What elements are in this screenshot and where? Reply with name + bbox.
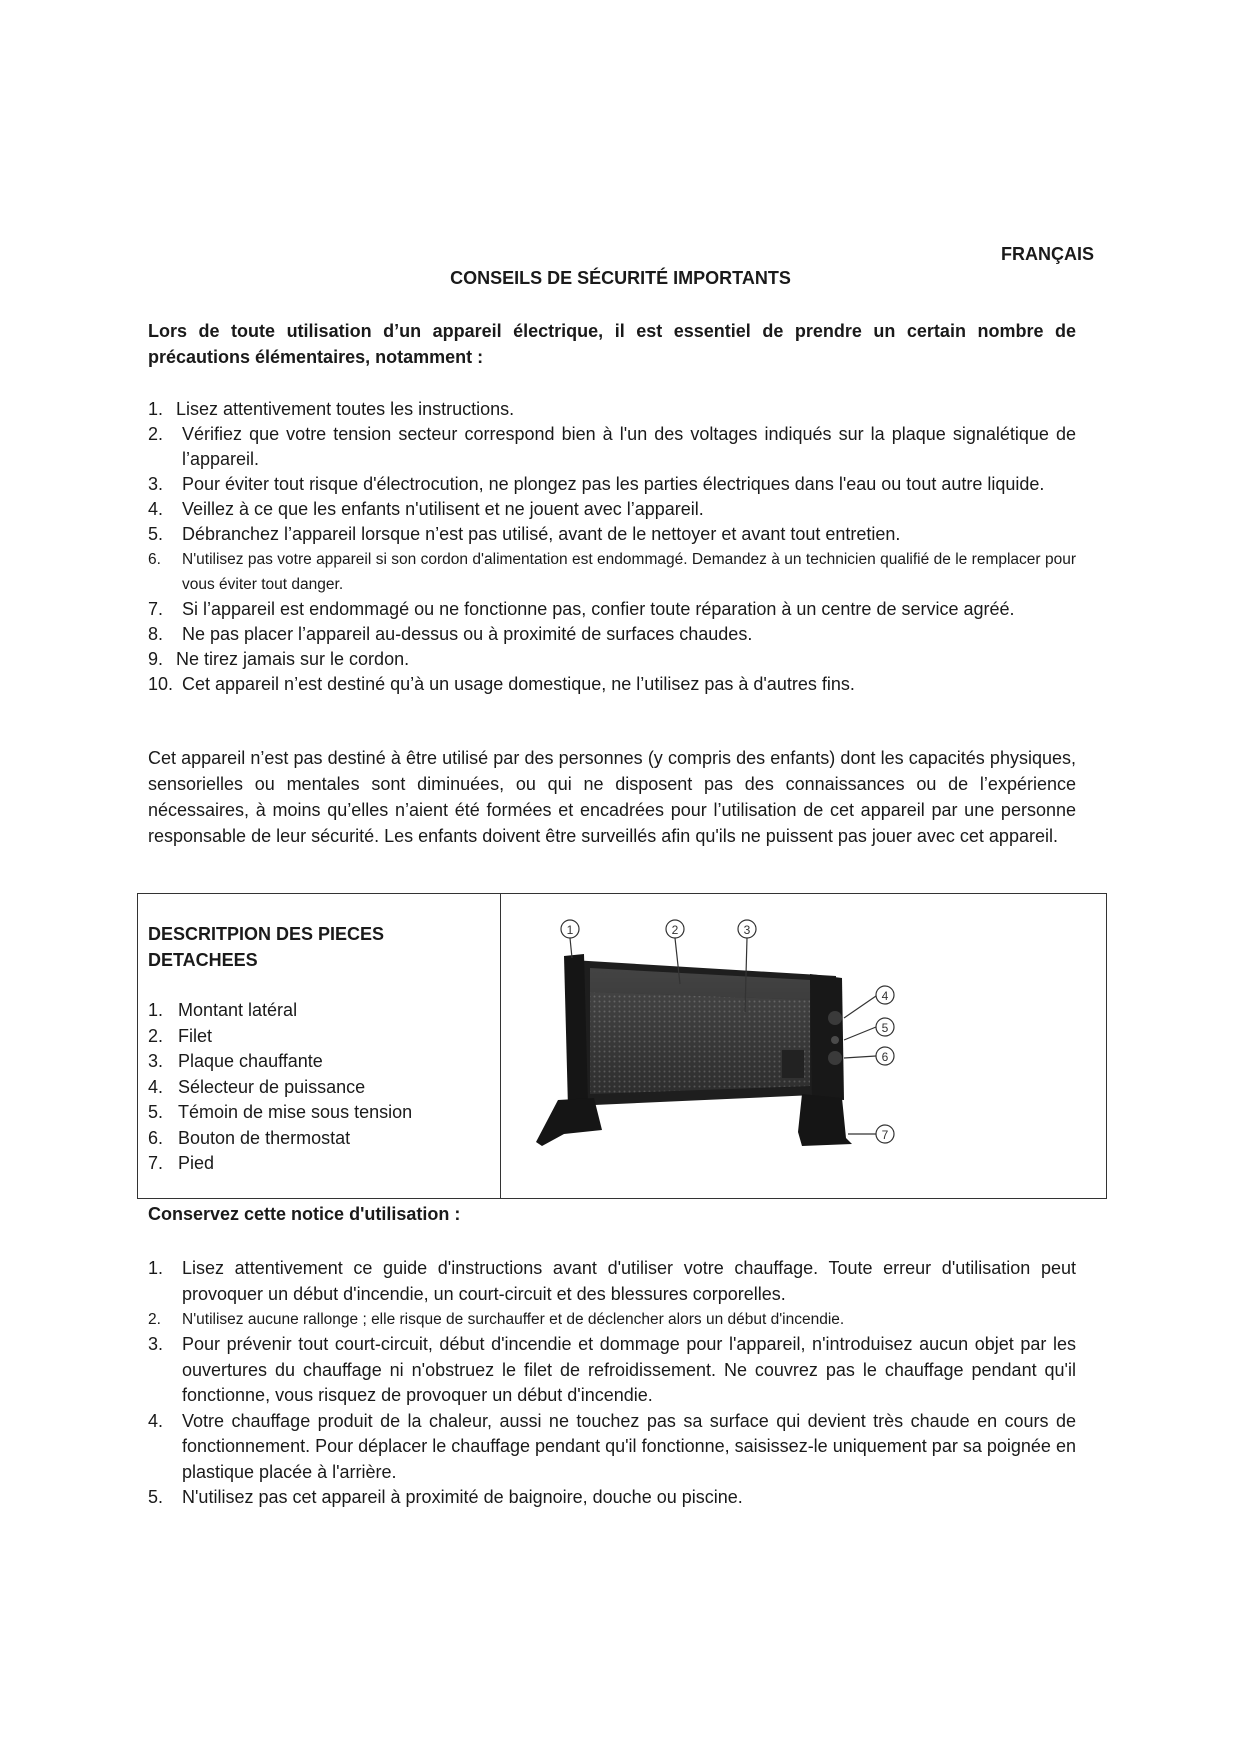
parts-heading — [148, 921, 488, 973]
item-text: Pour prévenir tout court-circuit, début d'incendie et dommage pour l'appareil, n'introduisez aucun objet par les ouvertures du chauffage ni n'obstruez le filet de refroidissement. Ne couvrez pas le chauffage pendant qu'il fonctionne, vous risquez de provoquer un début d'incendie. — [182, 1334, 1076, 1405]
item-text: Pour éviter tout risque d'électrocution, ne plongez pas les parties électriques dans l'eau ou tout autre liquide. — [182, 474, 1045, 494]
parts-heading-line2: DETACHEES — [148, 950, 258, 970]
usage-list — [148, 1256, 1076, 1511]
item-number: 5. — [148, 524, 164, 544]
item-text: Pied — [178, 1153, 215, 1173]
list-item — [148, 1256, 1076, 1307]
item-number: 2. — [148, 1311, 161, 1328]
list-item — [148, 547, 1076, 597]
callout-label: 3 — [743, 923, 751, 937]
item-text: Ne tirez jamais sur le cordon. — [176, 649, 410, 669]
item-number: 6. — [148, 551, 161, 568]
callout-4 — [876, 986, 894, 1004]
list-item — [148, 647, 1076, 672]
item-number: 1. — [148, 1000, 164, 1020]
item-text: Votre chauffage produit de la chaleur, aussi ne touchez pas sa surface qui devient très chaude en cours de fonctionnement. Pour déplacer le chauffage pendant qu'il fonctionne, saisissez-le uniquement par sa poignée en plastique placée à l'arrière. — [182, 1410, 1076, 1482]
item-text: Sélecteur de puissance — [178, 1076, 366, 1097]
usage-restriction-paragraph: Cet appareil n’est pas destiné à être utilisé par des personnes (y compris des enfants) dont les capacités physiques, sensorielles ou mentales sont diminuées, ou qui ne disposent pas des connaissances ou de l’expérience nécessaires, à moins qu’elles n’aient été formées et encadrées pour l’utilisation de cet appareil par une personne responsable de leur sécurité. Les enfants doivent être surveillés afin qu'ils ne puissent pas jouer avec cet appareil. — [148, 748, 1076, 846]
item-number: 5. — [148, 1487, 164, 1507]
callout-label: 4 — [881, 989, 889, 1003]
list-item — [148, 1409, 1076, 1486]
item-text: Témoin de mise sous tension — [178, 1102, 413, 1122]
power-indicator-icon — [831, 1036, 839, 1044]
callout-6 — [876, 1047, 894, 1065]
item-text: N'utilisez pas cet appareil à proximité de baignoire, douche ou piscine. — [182, 1487, 743, 1507]
item-number: 1. — [148, 399, 164, 419]
item-text: Ne pas placer l’appareil au-dessus ou à proximité de surfaces chaudes. — [182, 624, 753, 644]
item-number: 3. — [148, 1334, 164, 1354]
list-item — [148, 1307, 1076, 1332]
list-item — [148, 998, 488, 1024]
item-text: Filet — [178, 1025, 213, 1046]
item-number: 1. — [148, 1258, 164, 1278]
safety-list — [148, 397, 1076, 697]
callout-label: 5 — [881, 1021, 889, 1035]
keep-notice-heading: Conservez cette notice d'utilisation : — [148, 1204, 461, 1224]
list-item — [148, 497, 1076, 522]
item-number: 3. — [148, 1051, 164, 1071]
item-number: 3. — [148, 474, 164, 494]
left-upright — [564, 954, 588, 1108]
language-label: FRANÇAIS — [1001, 244, 1094, 264]
callout-3 — [738, 920, 756, 938]
control-column — [810, 974, 844, 1100]
item-text: N'utilisez pas votre appareil si son cordon d'alimentation est endommagé. Demandez à un technicien qualifié de le remplacer pour vous éviter tout danger. — [182, 551, 1076, 593]
list-item — [148, 1332, 1076, 1409]
item-number: 8. — [148, 624, 164, 644]
thermostat-knob-icon — [828, 1051, 842, 1065]
item-text: N'utilisez aucune rallonge ; elle risque de surchauffer et de déclencher alors un début d'incendie. — [182, 1311, 845, 1328]
item-text: Lisez attentivement ce guide d'instructions avant d'utiliser votre chauffage. Toute erreur d'utilisation peut provoquer un début d'incendie, un court-circuit et des blessures corporelles. — [182, 1258, 1076, 1304]
list-item — [148, 1049, 488, 1075]
parts-list — [148, 998, 488, 1177]
item-text: Veillez à ce que les enfants n'utilisent et ne jouent avec l’appareil. — [182, 499, 704, 519]
list-item — [148, 522, 1076, 547]
list-item — [148, 472, 1076, 497]
box-divider — [500, 894, 501, 1198]
item-text: Si l’appareil est endommagé ou ne fonctionne pas, confier toute réparation à un centre de service agréé. — [182, 599, 1015, 619]
power-selector-knob-icon — [828, 1011, 842, 1025]
callout-label: 1 — [566, 923, 574, 937]
item-number: 9. — [148, 649, 164, 669]
item-text: Vérifiez que votre tension secteur correspond bien à l'un des voltages indiqués sur la plaque signalétique de l’appareil. — [182, 424, 1076, 469]
parts-heading-line1: DESCRITPION DES PIECES — [148, 924, 385, 944]
list-item — [148, 622, 1076, 647]
item-number: 4. — [148, 1410, 164, 1431]
parts-description-box — [137, 893, 1107, 1199]
page-title: CONSEILS DE SÉCURITÉ IMPORTANTS — [450, 268, 791, 288]
list-item — [148, 597, 1076, 622]
list-item — [148, 1485, 1076, 1511]
heater-body — [536, 954, 852, 1146]
parts-list-panel — [148, 921, 488, 1177]
list-item — [148, 1075, 488, 1101]
item-number: 7. — [148, 1153, 164, 1173]
callout-5 — [876, 1018, 894, 1036]
item-text: Débranchez l’appareil lorsque n’est pas utilisé, avant de le nettoyer et avant tout entretien. — [182, 524, 901, 544]
item-text: Cet appareil n’est destiné qu’à un usage domestique, ne l’utilisez pas à d'autres fins. — [182, 674, 855, 694]
list-item — [148, 1151, 488, 1177]
list-item — [148, 422, 1076, 472]
item-text: Montant latéral — [178, 1000, 298, 1020]
item-number: 2. — [148, 1025, 164, 1046]
heater-diagram — [502, 894, 1105, 1197]
list-item — [148, 672, 1076, 697]
callout-label: 7 — [881, 1128, 889, 1142]
item-text: Lisez attentivement toutes les instructions. — [176, 399, 515, 419]
item-number: 7. — [148, 599, 164, 619]
item-number: 10. — [148, 674, 174, 694]
intro-text: Lors de toute utilisation d’un appareil électrique, il est essentiel de prendre un certain nombre de précautions élémentaires, notamment : — [148, 321, 1076, 367]
list-item — [148, 1100, 488, 1126]
callout-label: 6 — [881, 1050, 889, 1064]
item-text: Plaque chauffante — [178, 1051, 323, 1071]
list-item — [148, 1126, 488, 1152]
item-number: 5. — [148, 1102, 164, 1122]
callout-7 — [876, 1125, 894, 1143]
list-item — [148, 1024, 488, 1050]
left-foot — [536, 1098, 602, 1146]
list-item — [148, 397, 1076, 422]
right-foot — [798, 1094, 852, 1146]
item-number: 6. — [148, 1127, 164, 1148]
rear-box — [782, 1050, 804, 1078]
item-number: 4. — [148, 1076, 164, 1097]
item-number: 2. — [148, 424, 164, 444]
item-number: 4. — [148, 499, 164, 519]
callout-label: 2 — [671, 923, 679, 937]
callout-2 — [666, 920, 684, 938]
callout-1 — [561, 920, 579, 938]
item-text: Bouton de thermostat — [178, 1127, 351, 1148]
